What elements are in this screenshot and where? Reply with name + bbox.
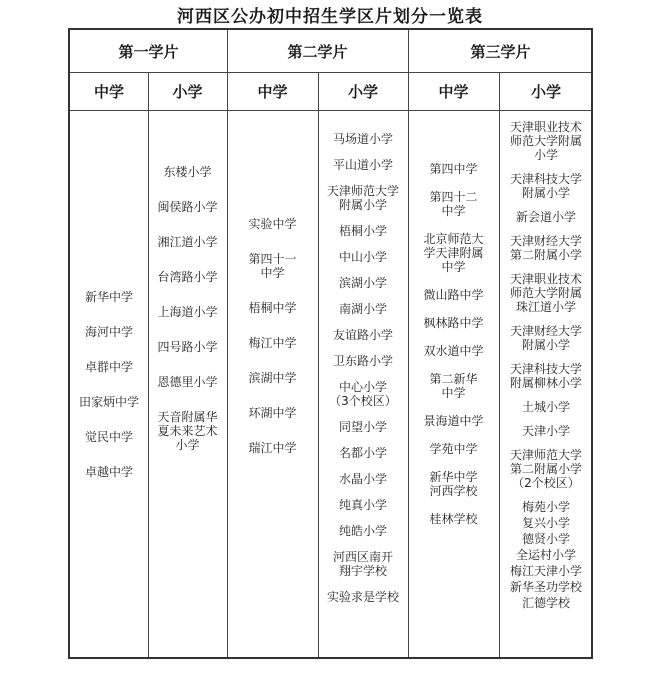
zone2-primary-header: 小学 bbox=[347, 82, 378, 101]
school-name: 平山道小学 bbox=[332, 158, 393, 172]
school-name: 卫东路小学 bbox=[332, 354, 393, 368]
school-name: 第四十一 中学 bbox=[248, 252, 297, 280]
school-name: 马场道小学 bbox=[332, 132, 393, 146]
school-name: 河西区南开 翔宇学校 bbox=[332, 550, 393, 578]
school-name: 实验求是学校 bbox=[326, 590, 399, 604]
zone2-primary-cell bbox=[318, 110, 408, 659]
school-name: 全运村小学 bbox=[515, 548, 576, 562]
school-name: 田家炳中学 bbox=[78, 395, 139, 409]
zone1-primary-cell bbox=[148, 110, 227, 659]
school-name: 闽侯路小学 bbox=[157, 200, 218, 214]
school-name: 名都小学 bbox=[338, 446, 387, 460]
school-name: 纯皓小学 bbox=[338, 524, 387, 538]
school-name: 天津科技大学 附属柳林小学 bbox=[509, 362, 582, 390]
school-name: 景海道中学 bbox=[423, 414, 484, 428]
school-name: 环湖中学 bbox=[248, 406, 297, 420]
school-name: 中心小学 （3个校区） bbox=[329, 380, 397, 408]
school-name: 滨湖小学 bbox=[338, 276, 387, 290]
school-name: 梧桐中学 bbox=[248, 301, 297, 315]
school-name: 天津职业技术 师范大学附属 小学 bbox=[509, 120, 582, 162]
zone2-middle-cell bbox=[227, 110, 318, 659]
school-name: 双水道中学 bbox=[423, 344, 484, 358]
school-name: 实验中学 bbox=[248, 217, 297, 231]
school-name: 北京师范大 学天津附属 中学 bbox=[423, 232, 484, 274]
school-name: 湘江道小学 bbox=[157, 235, 218, 249]
school-name: 天津科技大学 附属小学 bbox=[509, 172, 582, 200]
school-name: 新华中学 bbox=[84, 290, 133, 304]
school-name: 觉民中学 bbox=[84, 430, 133, 444]
school-name: 四号路小学 bbox=[157, 340, 218, 354]
zone-header-3: 第三学片 bbox=[470, 42, 531, 61]
school-name: 台湾路小学 bbox=[157, 270, 218, 284]
school-name: 纯真小学 bbox=[338, 498, 387, 512]
school-district-table bbox=[68, 28, 593, 659]
school-name: 卓越中学 bbox=[84, 465, 133, 479]
zone2-middle-header: 中学 bbox=[257, 82, 288, 101]
school-name: 瑞江中学 bbox=[248, 441, 297, 455]
school-name: 第二新华 中学 bbox=[429, 372, 478, 400]
zone3-primary-cell bbox=[499, 110, 593, 659]
school-name: 天津师范大学 附属小学 bbox=[326, 184, 399, 212]
school-name: 滨湖中学 bbox=[248, 371, 297, 385]
school-name: 天津职业技术 师范大学附属 珠江道小学 bbox=[509, 272, 582, 314]
school-name: 卓群中学 bbox=[84, 360, 133, 374]
zone3-primary-header: 小学 bbox=[530, 82, 561, 101]
school-name: 恩德里小学 bbox=[157, 375, 218, 389]
school-name: 天音附属华 夏未来艺术 小学 bbox=[157, 410, 218, 452]
zone-header-1: 第一学片 bbox=[118, 42, 179, 61]
school-name: 梧桐小学 bbox=[338, 224, 387, 238]
zone-header-2: 第二学片 bbox=[287, 42, 348, 61]
school-name: 天津财经大学 第二附属小学 bbox=[509, 234, 582, 262]
zone1-middle-cell bbox=[70, 110, 148, 659]
school-name: 复兴小学 bbox=[521, 516, 570, 530]
school-name: 汇德学校 bbox=[521, 596, 570, 610]
school-name: 枫林路中学 bbox=[423, 316, 484, 330]
school-name: 新会道小学 bbox=[515, 210, 576, 224]
school-name: 德贤小学 bbox=[521, 532, 570, 546]
school-name: 中山小学 bbox=[338, 250, 387, 264]
school-name: 东楼小学 bbox=[163, 165, 212, 179]
zone1-middle-header: 中学 bbox=[93, 82, 124, 101]
school-name: 土城小学 bbox=[521, 400, 570, 414]
page-title: 河西区公办初中招生学区片划分一览表 bbox=[177, 7, 483, 27]
zone1-primary-header: 小学 bbox=[172, 82, 203, 101]
school-name: 新华中学 河西学校 bbox=[429, 470, 478, 498]
school-name: 第四十二 中学 bbox=[429, 190, 478, 218]
school-name: 梅苑小学 bbox=[521, 500, 570, 514]
school-name: 海河中学 bbox=[84, 325, 133, 339]
zone3-middle-header: 中学 bbox=[438, 82, 469, 101]
school-name: 微山路中学 bbox=[423, 288, 484, 302]
school-name: 天津小学 bbox=[521, 424, 570, 438]
school-name: 梅江天津小学 bbox=[509, 564, 582, 578]
zone3-middle-cell bbox=[408, 110, 499, 659]
school-name: 天津财经大学 附属小学 bbox=[509, 324, 582, 352]
school-name: 桂林学校 bbox=[429, 512, 478, 526]
school-name: 学苑中学 bbox=[429, 442, 478, 456]
school-name: 上海道小学 bbox=[157, 305, 218, 319]
school-name: 友谊路小学 bbox=[332, 328, 393, 342]
school-name: 新华圣功学校 bbox=[509, 580, 582, 594]
school-name: 水晶小学 bbox=[338, 472, 387, 486]
school-name: 梅江中学 bbox=[248, 336, 297, 350]
school-name: 南湖小学 bbox=[338, 302, 387, 316]
school-name: 同望小学 bbox=[338, 420, 387, 434]
school-name: 第四中学 bbox=[429, 162, 478, 176]
school-name: 天津师范大学 第二附属小学 （2个校区） bbox=[509, 448, 582, 490]
